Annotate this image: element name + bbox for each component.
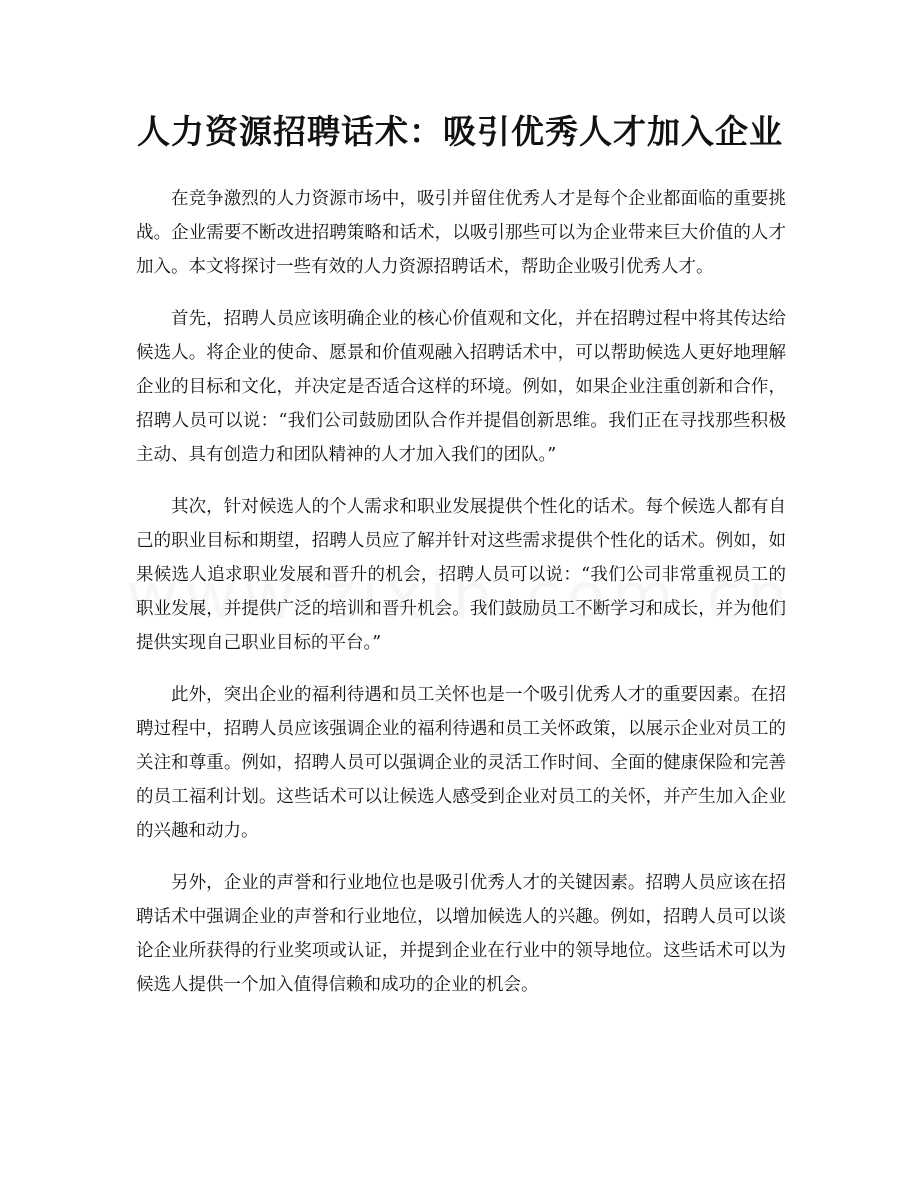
page-title: 人力资源招聘话术：吸引优秀人才加入企业	[137, 112, 783, 151]
paragraph-3: 其次，针对候选人的个人需求和职业发展提供个性化的话术。每个候选人都有自己的职业目标和期望，招聘人员应了解并针对这些需求提供个性化的话术。例如，如果候选人追求职业发展和晋升的机会，招聘人员可以说：“我们公司非常重视员工的职业发展，并提供广泛的培训和晋升机会。我们鼓励员工不断学习和成长，并为他们提供实现自己职业目标的平台。”	[136, 497, 786, 653]
document-body	[136, 182, 786, 1020]
paragraph-1: 在竞争激烈的人力资源市场中，吸引并留住优秀人才是每个企业都面临的重要挑战。企业需要不断改进招聘策略和话术，以吸引那些可以为企业带来巨大价值的人才加入。本文将探讨一些有效的人力资源招聘话术，帮助企业吸引优秀人才。	[136, 189, 786, 277]
paragraph-4: 此外，突出企业的福利待遇和员工关怀也是一个吸引优秀人才的重要因素。在招聘过程中，招聘人员应该强调企业的福利待遇和员工关怀政策，以展示企业对员工的关注和尊重。例如，招聘人员可以强调企业的灵活工作时间、全面的健康保险和完善的员工福利计划。这些话术可以让候选人感受到企业对员工的关怀，并产生加入企业的兴趣和动力。	[136, 685, 786, 841]
paragraph-2: 首先，招聘人员应该明确企业的核心价值观和文化，并在招聘过程中将其传达给候选人。将企业的使命、愿景和价值观融入招聘话术中，可以帮助候选人更好地理解企业的目标和文化，并决定是否适合这样的环境。例如，如果企业注重创新和合作，招聘人员可以说：“我们公司鼓励团队合作并提倡创新思维。我们正在寻找那些积极主动、具有创造力和团队精神的人才加入我们的团队。”	[136, 309, 786, 465]
paragraph-5: 另外，企业的声誉和行业地位也是吸引优秀人才的关键因素。招聘人员应该在招聘话术中强调企业的声誉和行业地位，以增加候选人的兴趣。例如，招聘人员可以谈论企业所获得的行业奖项或认证，并提到企业在行业中的领导地位。这些话术可以为候选人提供一个加入值得信赖和成功的企业的机会。	[136, 873, 786, 995]
